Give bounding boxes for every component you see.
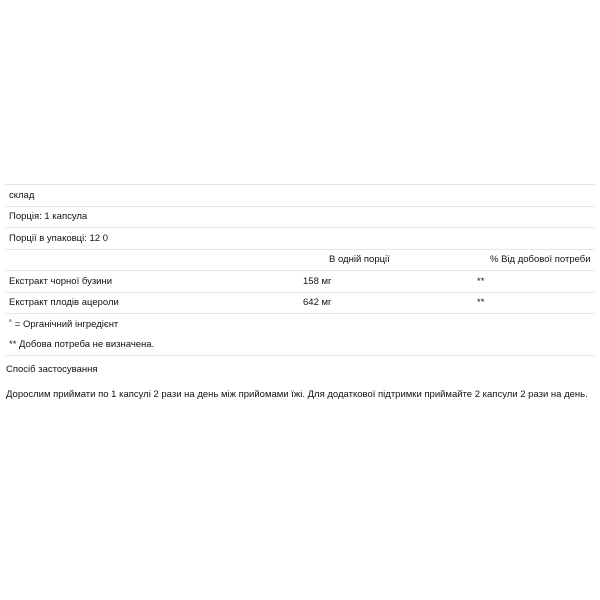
ingredient-amount: 158 мг [295,271,473,293]
facts-title: склад [5,185,595,207]
supplement-facts-table [5,184,595,356]
ingredient-amount: 642 мг [295,292,473,314]
ingredient-row [5,292,595,314]
footnote-organic-row [5,314,595,335]
usage-text: Дорослим приймати по 1 капсулі 2 рази на день між прийомами їжі. Для додаткової підтримки приймайте 2 капсули 2 рази на день. [6,389,588,400]
footnote-dv-row [5,335,595,356]
usage-title: Спосіб застосування [6,364,98,375]
ingredient-dv: ** [473,271,595,293]
ingredient-name: Екстракт чорної бузини [5,271,295,293]
servings-per-container-row [5,228,595,250]
header-per-serving: В одній порції [295,249,473,271]
ingredient-row [5,271,595,293]
header-empty-cell [5,249,295,271]
facts-header-row [5,249,595,271]
servings-per-container: Порції в упаковці: 12 0 [5,228,595,250]
serving-size-row [5,206,595,228]
footnote-dv: ** Добова потреба не визначена. [5,335,595,356]
ingredient-dv: ** [473,292,595,314]
ingredient-name: Екстракт плодів ацероли [5,292,295,314]
serving-size: Порція: 1 капсула [5,206,595,228]
facts-title-row [5,185,595,207]
footnote-organic: ˚ = Органічний інгредієнт [9,318,119,330]
header-daily-value: % Від добової потреби [473,249,595,271]
